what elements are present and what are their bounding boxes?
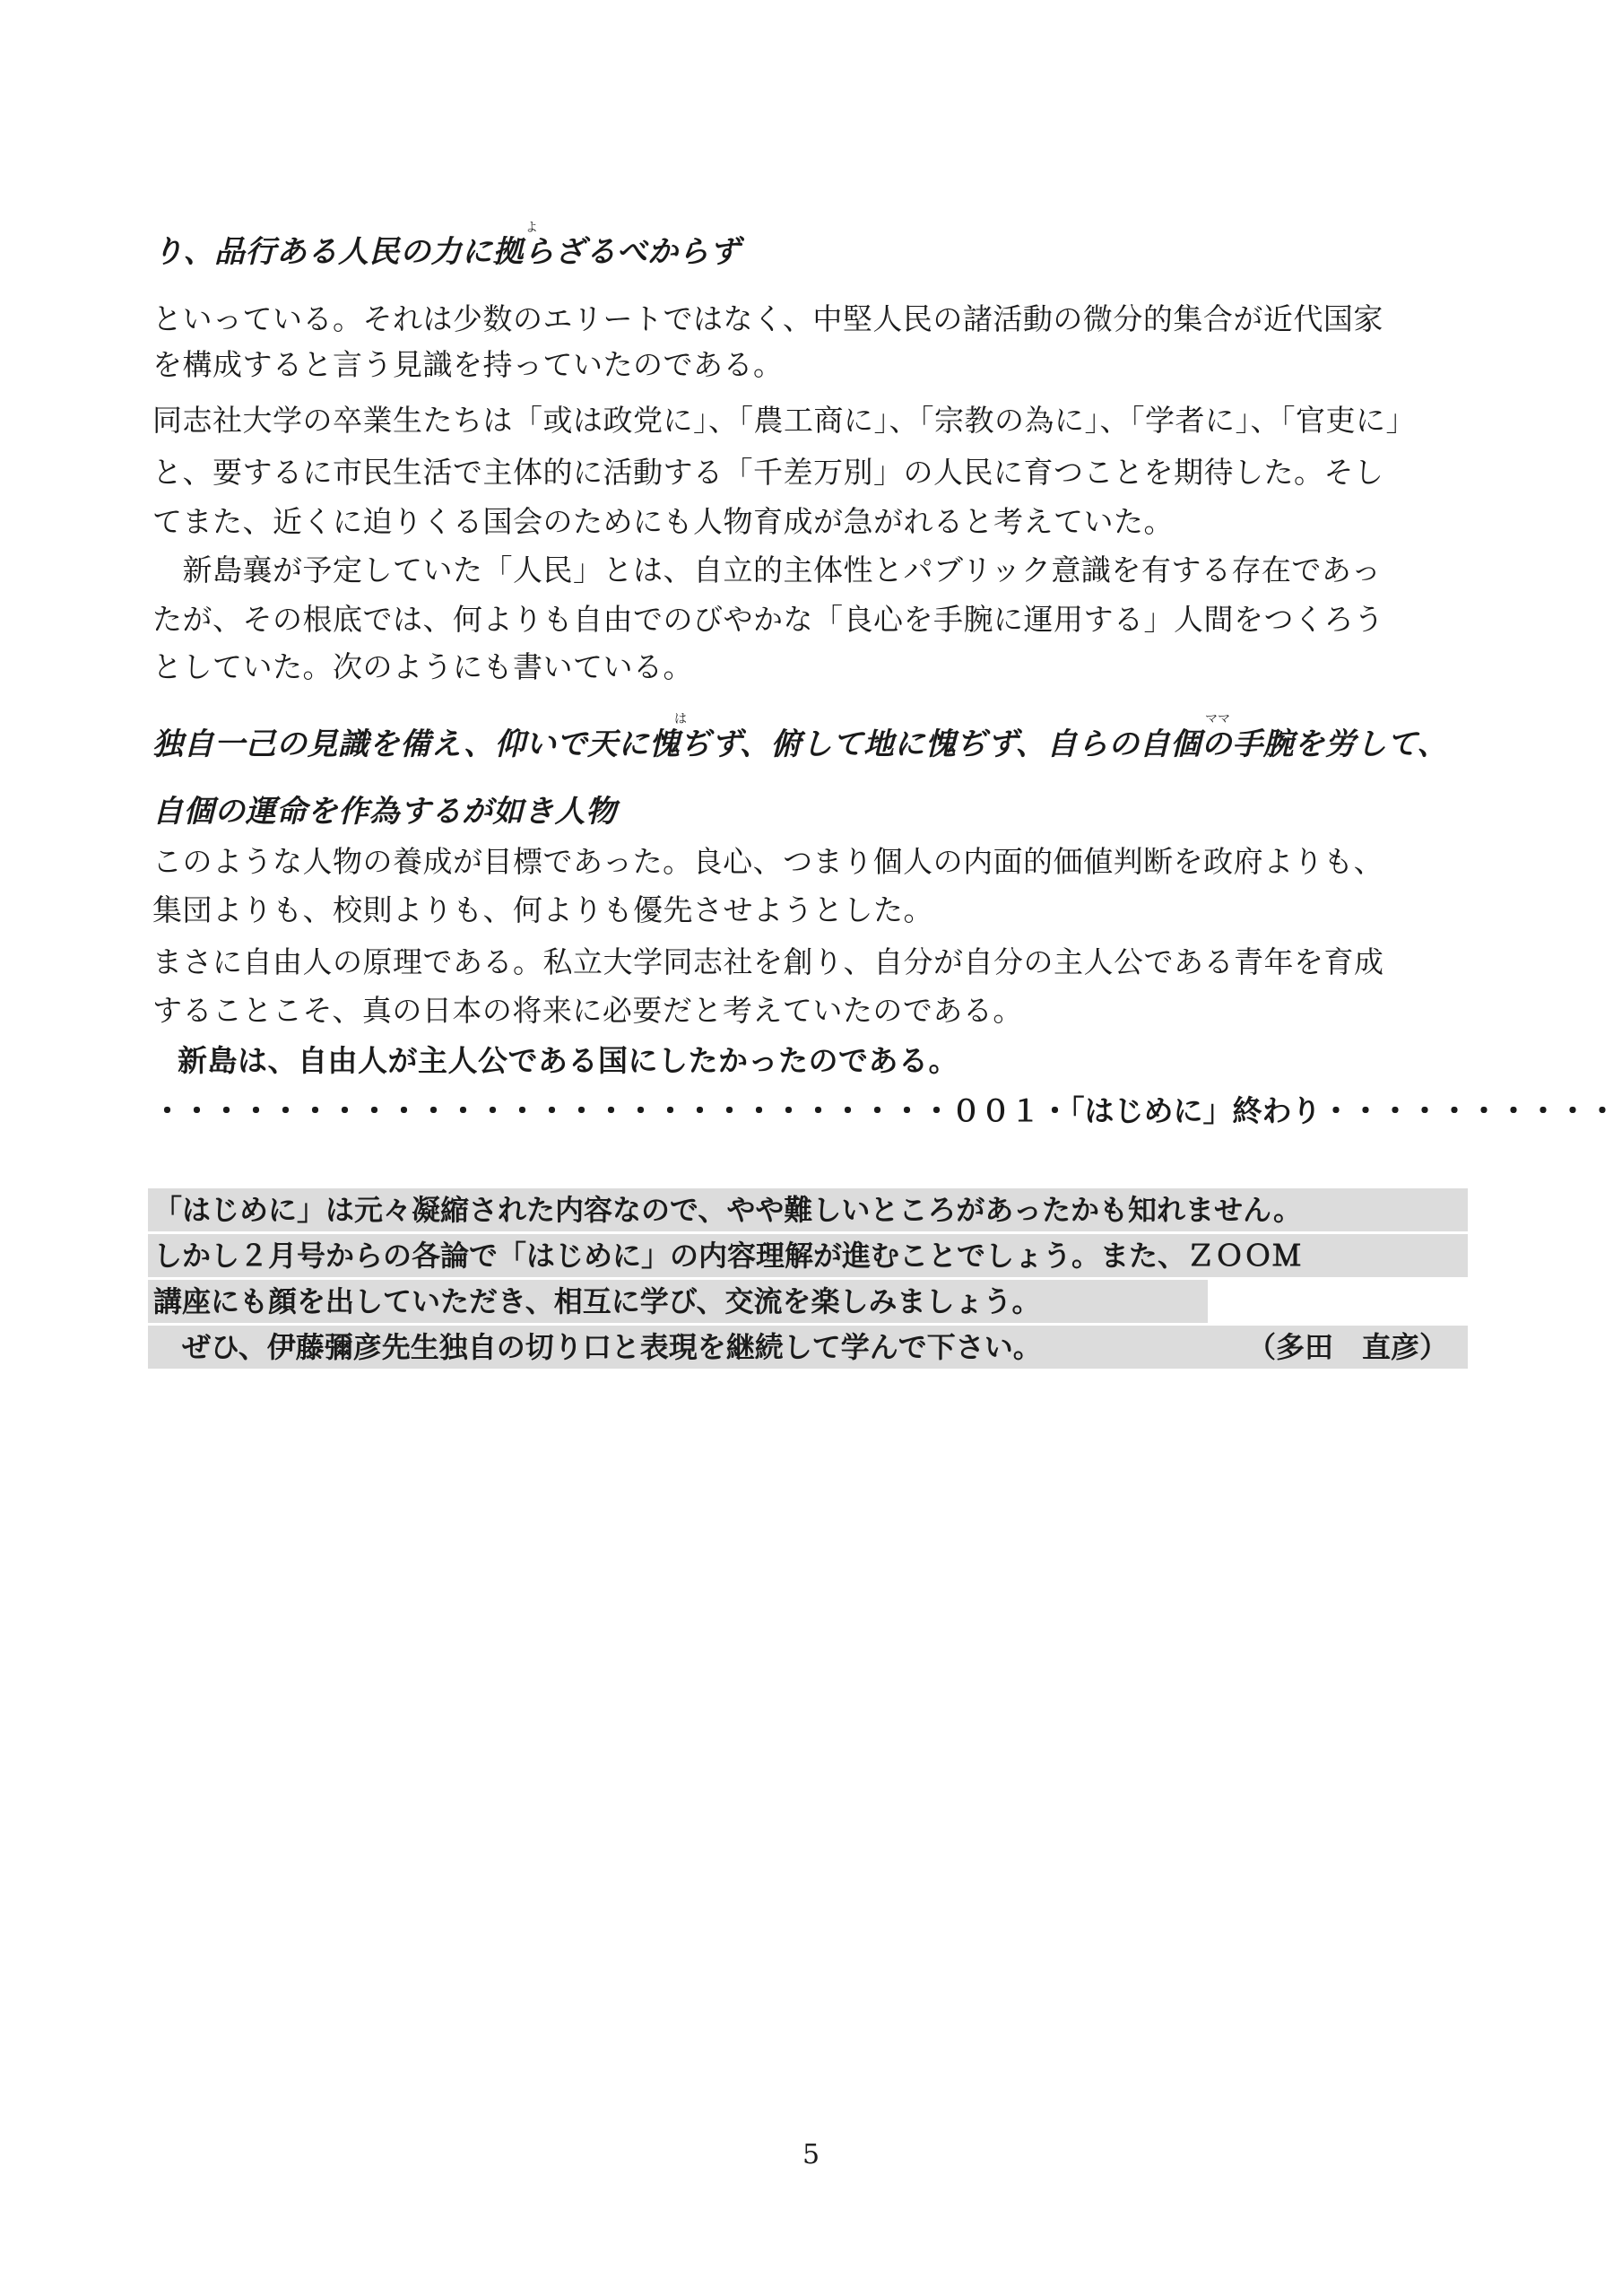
ruby-ha: は <box>674 712 687 726</box>
paragraph-line: を構成すると言う見識を持っていたのである。 <box>152 347 784 382</box>
conclusion: 新島は、自由人が主人公である国にしたかったのである。 <box>178 1043 958 1078</box>
quote-line-2b: 自個の運命を作為するが如き人物 <box>152 794 617 830</box>
page-number: 5 <box>802 2139 820 2170</box>
editor-signature: （多田 直彦） <box>1246 1330 1448 1364</box>
paragraph-line: てまた、近くに迫りくる国会のためにも人物育成が急がれると考えていた。 <box>152 504 1174 539</box>
editor-note-line: 「はじめに」は元々凝縮された内容なので、やや難しいところがあったかも知れません。 <box>148 1188 1468 1231</box>
quote-line-2a: 独自一己の見識を備え、仰いで天に愧ぢず、俯して地に愧ぢず、自らの自個の手腕を労して、 <box>152 726 1448 762</box>
paragraph-line: まさに自由人の原理である。私立大学同志社を創り、自分が自分の主人公である青年を育成 <box>152 944 1384 979</box>
paragraph-line: することこそ、真の日本の将来に必要だと考えていたのである。 <box>152 993 1023 1028</box>
editor-note-line: しかし２月号からの各論で「はじめに」の内容理解が進むことでしょう。また、ＺＯＯＭ <box>148 1234 1468 1277</box>
paragraph-line: としていた。次のようにも書いている。 <box>152 649 693 684</box>
end-marker: ・・・・・・・・・・・・・・・・・・・・・・・・・・・００１・「はじめに」終わり・・・・・・・・・・ <box>152 1093 1618 1128</box>
paragraph-line: といっている。それは少数のエリートではなく、中堅人民の諸活動の微分的集合が近代国家 <box>152 301 1383 336</box>
paragraph-line: 新島襄が予定していた「人民」とは、自立的主体性とパブリック意識を有する存在であっ <box>152 552 1382 587</box>
ruby-yo: よ <box>525 221 538 235</box>
ruby-mama: ママ <box>1205 712 1230 726</box>
editor-note-line: ぜひ、伊藤彌彦先生独自の切り口と表現を継続して学んで下さい。 （多田 直彦） <box>148 1326 1468 1369</box>
paragraph-line: このような人物の養成が目標であった。良心、つまり個人の内面的価値判断を政府よりも、 <box>152 844 1384 879</box>
editor-note-line: 講座にも顔を出していただき、相互に学び、交流を楽しみましょう。 <box>148 1280 1208 1323</box>
paragraph-line: と、要するに市民生活で主体的に活動する「千差万別」の人民に育つことを期待した。そし <box>152 455 1384 490</box>
paragraph-line: たが、その根底では、何よりも自由でのびやかな「良心を手腕に運用する」人間をつくろう <box>152 602 1384 637</box>
quote-line-1: り、品行ある人民の力に拠らざるべからず <box>152 234 741 270</box>
paragraph-line: 同志社大学の卒業生たちは「或は政党に」、「農工商に」、「宗教の為に」、「学者に」、「官吏に」 <box>152 403 1416 438</box>
paragraph-line: 集団よりも、校則よりも、何よりも優先させようとした。 <box>152 892 933 927</box>
